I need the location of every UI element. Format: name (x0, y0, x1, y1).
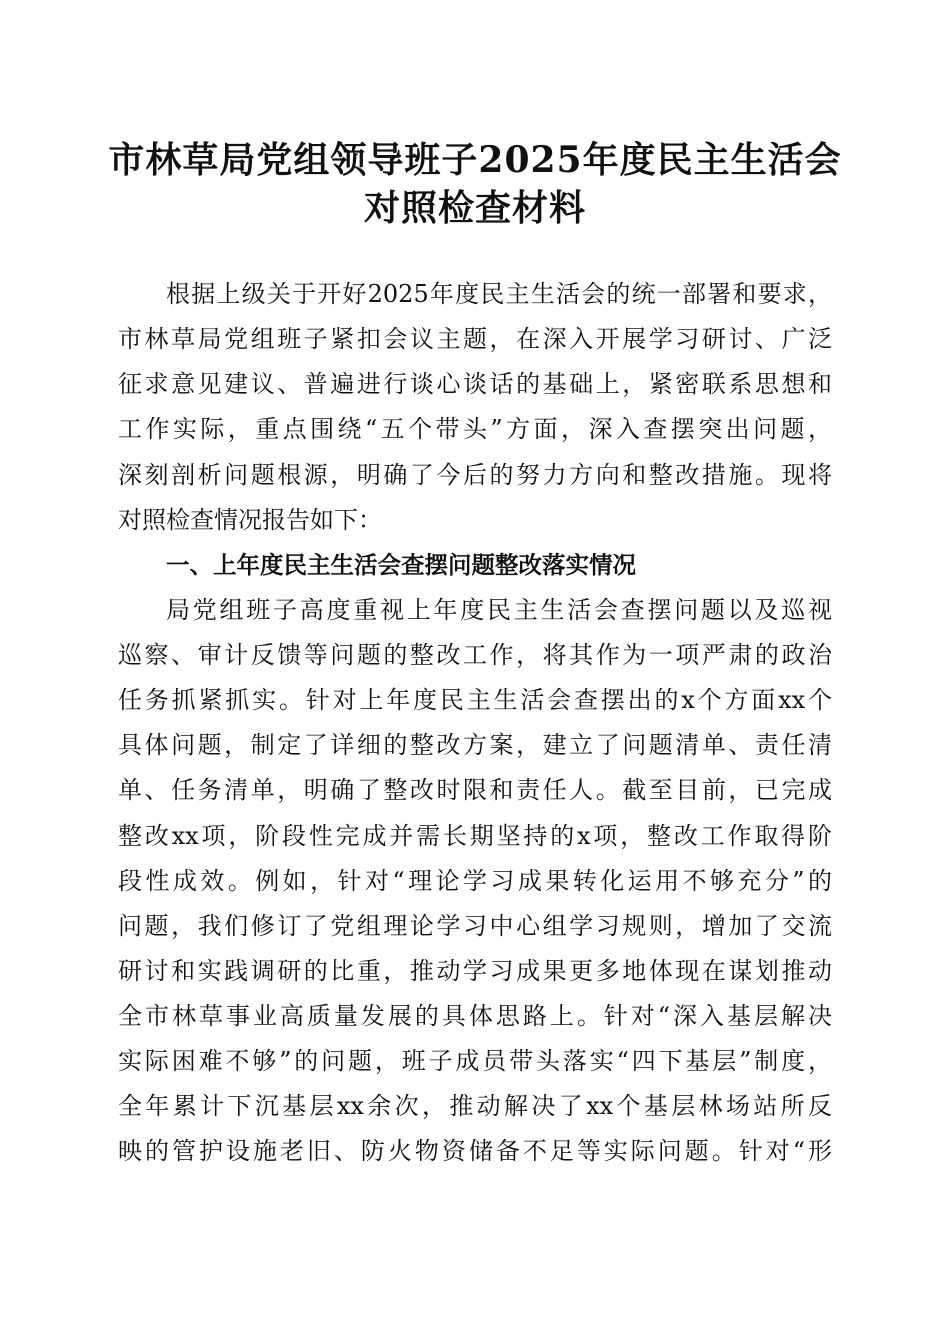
section-1-line-1: 局党组班子高度重视上年度民主生活会查摆问题以及巡视 (166, 596, 832, 624)
section-1-line-12: 全年累计下沉基层xx余次，推动解决了xx个基层林场站所反 (118, 1092, 832, 1120)
intro-line-6: 对照检查情况报告如下： (118, 506, 382, 534)
intro-line-2: 市林草局党组班子紧扣会议主题，在深入开展学习研讨、广泛 (118, 325, 832, 353)
section-1-line-7: 段性成效。例如，针对“理论学习成果转化运用不够充分”的 (118, 867, 832, 895)
document-title-line-2: 对照检查材料 (363, 187, 586, 229)
section-1-line-11: 实际困难不够”的问题，班子成员带头落实“四下基层”制度， (118, 1047, 832, 1075)
intro-line-1: 根据上级关于开好2025年度民主生活会的统一部署和要求， (166, 280, 832, 308)
section-1-line-8: 问题，我们修订了党组理论学习中心组学习规则，增加了交流 (118, 912, 832, 940)
section-1-line-4: 具体问题，制定了详细的整改方案，建立了问题清单、责任清 (118, 731, 832, 759)
section-1-line-9: 研讨和实践调研的比重，推动学习成果更多地体现在谋划推动 (118, 957, 832, 985)
intro-line-4: 工作实际，重点围绕“五个带头”方面，深入查摆突出问题， (118, 415, 832, 443)
intro-line-3: 征求意见建议、普遍进行谈心谈话的基础上，紧密联系思想和 (118, 370, 832, 398)
section-1-heading: 一、上年度民主生活会查摆问题整改落实情况 (166, 551, 636, 579)
intro-line-5: 深刻剖析问题根源，明确了今后的努力方向和整改措施。现将 (118, 461, 832, 489)
section-1-line-2: 巡察、审计反馈等问题的整改工作，将其作为一项严肃的政治 (118, 641, 832, 669)
section-1-line-3: 任务抓紧抓实。针对上年度民主生活会查摆出的x个方面xx个 (118, 686, 832, 714)
section-1-line-13: 映的管护设施老旧、防火物资储备不足等实际问题。针对“形 (118, 1137, 832, 1165)
section-1-line-6: 整改xx项，阶段性完成并需长期坚持的x项，整改工作取得阶 (118, 822, 832, 850)
section-1-line-5: 单、任务清单，明确了整改时限和责任人。截至目前，已完成 (118, 776, 832, 804)
document-title-line-1: 市林草局党组领导班子2025年度民主生活会 (108, 139, 842, 181)
section-1-line-10: 全市林草事业高质量发展的具体思路上。针对“深入基层解决 (118, 1002, 832, 1030)
